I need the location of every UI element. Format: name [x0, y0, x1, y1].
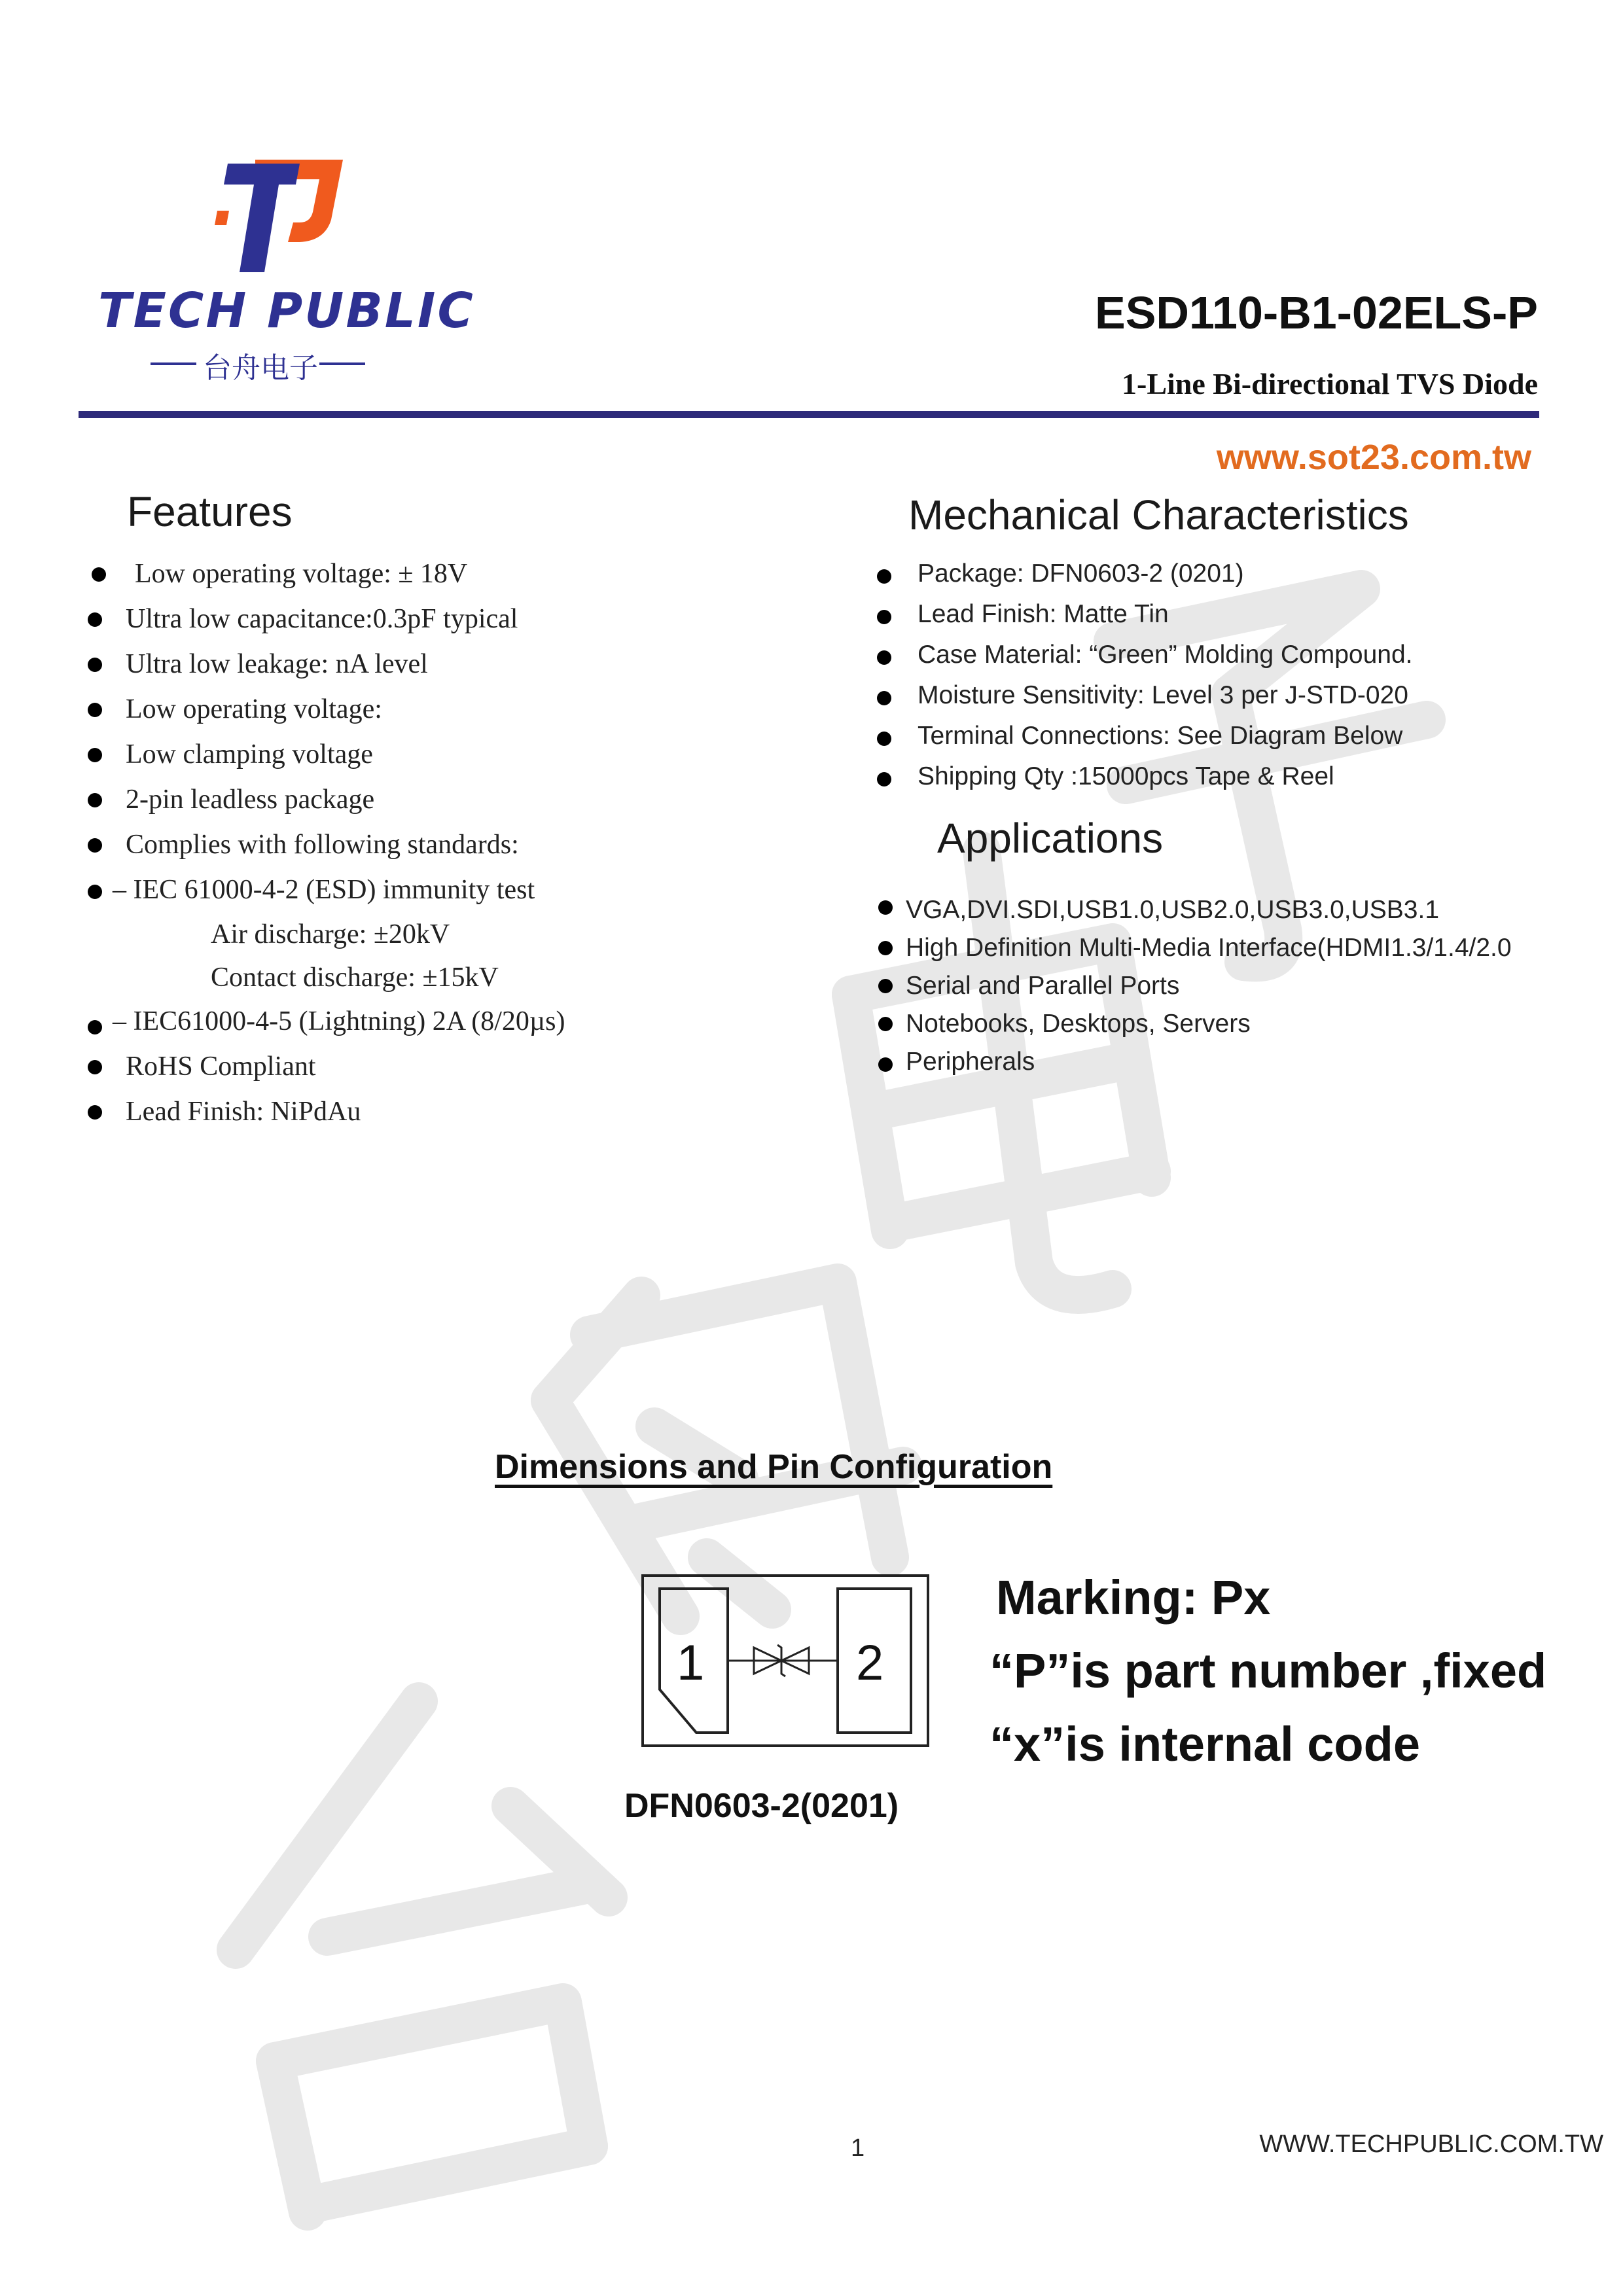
logo-rule-right: [319, 362, 365, 365]
list-item: [870, 756, 1558, 797]
company-logo: [98, 157, 475, 393]
page-number: 1: [851, 2134, 865, 2162]
list-item: [85, 597, 805, 642]
bullet-icon: [88, 612, 102, 627]
mechanical-text: Moisture Sensitivity: Level 3 per J-STD-020: [918, 681, 1408, 709]
application-text: Peripherals: [906, 1048, 1035, 1076]
feature-text: 2-pin leadless package: [126, 785, 375, 815]
marking-line: “x”is internal code: [990, 1717, 1420, 1771]
bullet-icon: [877, 569, 891, 584]
mechanical-text: Lead Finish: Matte Tin: [918, 600, 1169, 628]
package-label: DFN0603-2(0201): [624, 1787, 899, 1825]
bullet-icon: [88, 838, 102, 853]
list-item: [873, 891, 1573, 929]
bullet-icon: [877, 732, 891, 746]
list-item: [85, 868, 805, 913]
application-text: Serial and Parallel Ports: [906, 972, 1180, 1000]
logo-rule-left: [151, 362, 196, 365]
feature-text: Ultra low capacitance:0.3pF typical: [126, 604, 518, 634]
bullet-icon: [88, 1020, 102, 1034]
bullet-icon: [877, 610, 891, 624]
list-item: [870, 554, 1558, 594]
feature-text: Complies with following standards:: [126, 830, 519, 860]
feature-text: Low operating voltage: ± 18V: [135, 559, 468, 589]
bullet-icon: [88, 703, 102, 717]
marking-info: [990, 1561, 1565, 1781]
feature-text: Lead Finish: NiPdAu: [126, 1097, 361, 1127]
feature-text: – IEC 61000-4-2 (ESD) immunity test: [113, 875, 535, 905]
list-item: [870, 635, 1558, 675]
applications-list: [873, 891, 1573, 1081]
list-item: [873, 1005, 1573, 1043]
feature-text: Low clamping voltage: [126, 739, 373, 769]
bullet-icon: [877, 650, 891, 665]
bullet-icon: [88, 658, 102, 672]
list-item: [85, 552, 805, 597]
list-item: [870, 594, 1558, 635]
list-item: [85, 1089, 805, 1135]
list-item: [85, 1044, 805, 1089]
list-item: [870, 675, 1558, 716]
mechanical-text: Package: DFN0603-2 (0201): [918, 559, 1244, 588]
list-item: [870, 716, 1558, 756]
bullet-icon: [878, 941, 893, 955]
bullet-icon: [877, 691, 891, 705]
features-heading: Features: [127, 488, 293, 535]
features-list: [85, 552, 805, 1135]
application-text: Notebooks, Desktops, Servers: [906, 1010, 1251, 1038]
list-item: [873, 1043, 1573, 1081]
feature-text: RoHS Compliant: [126, 1051, 316, 1082]
bullet-icon: [88, 793, 102, 807]
pin-2-label: 2: [856, 1635, 884, 1691]
logo-mark-icon: [215, 157, 346, 275]
feature-subtext: Air discharge: ±20kV: [211, 919, 450, 949]
applications-heading: Applications: [937, 815, 1164, 862]
bullet-icon: [878, 979, 893, 993]
marking-line: Marking: Px: [996, 1570, 1271, 1625]
marking-line: “P”is part number ,fixed: [990, 1644, 1547, 1698]
mechanical-list: [870, 554, 1558, 797]
header-divider: [79, 411, 1539, 418]
logo-chinese-row: [151, 342, 360, 385]
list-item: [85, 687, 805, 732]
feature-subtext: Contact discharge: ±15kV: [211, 963, 499, 993]
part-subtitle: 1-Line Bi-directional TVS Diode: [1122, 367, 1538, 400]
mechanical-text: Shipping Qty :15000pcs Tape & Reel: [918, 762, 1334, 790]
feature-text: Ultra low leakage: nA level: [126, 649, 428, 679]
feature-text: – IEC61000-4-5 (Lightning) 2A (8/20µs): [113, 1006, 565, 1036]
bullet-icon: [878, 1057, 893, 1072]
mechanical-text: Terminal Connections: See Diagram Below: [918, 722, 1403, 750]
application-text: High Definition Multi-Media Interface(HDMI1.3/1.4/2.0: [906, 934, 1512, 962]
list-item: [85, 999, 805, 1044]
footer-website-link[interactable]: WWW.TECHPUBLIC.COM.TW: [1259, 2130, 1603, 2158]
list-item: [873, 967, 1573, 1005]
feature-text: Low operating voltage:: [126, 694, 382, 724]
bullet-icon: [88, 748, 102, 762]
list-item: [85, 913, 805, 956]
list-item: [85, 822, 805, 868]
dimensions-heading: Dimensions and Pin Configuration: [495, 1448, 1053, 1486]
bullet-icon: [88, 1105, 102, 1120]
list-item: [85, 777, 805, 822]
bullet-icon: [878, 1017, 893, 1031]
bullet-icon: [878, 900, 893, 915]
logo-brand-text: TECH PUBLIC: [98, 283, 475, 339]
list-item: [873, 929, 1573, 967]
bullet-icon: [88, 1060, 102, 1074]
pin-1-label: 1: [677, 1635, 705, 1691]
bullet-icon: [92, 567, 106, 582]
bullet-icon: [877, 772, 891, 786]
list-item: [85, 642, 805, 687]
pin-configuration-diagram: [641, 1574, 929, 1747]
list-item: [85, 956, 805, 999]
part-number-title: ESD110-B1-02ELS-P: [1095, 287, 1538, 338]
header-website-link[interactable]: www.sot23.com.tw: [1216, 438, 1531, 477]
bullet-icon: [88, 885, 102, 899]
list-item: [85, 732, 805, 777]
application-text: VGA,DVI.SDI,USB1.0,USB2.0,USB3.0,USB3.1: [906, 896, 1440, 924]
mechanical-text: Case Material: “Green” Molding Compound.: [918, 641, 1413, 669]
mechanical-heading: Mechanical Characteristics: [908, 491, 1409, 539]
logo-chinese-text: 台舟电子: [203, 351, 318, 385]
